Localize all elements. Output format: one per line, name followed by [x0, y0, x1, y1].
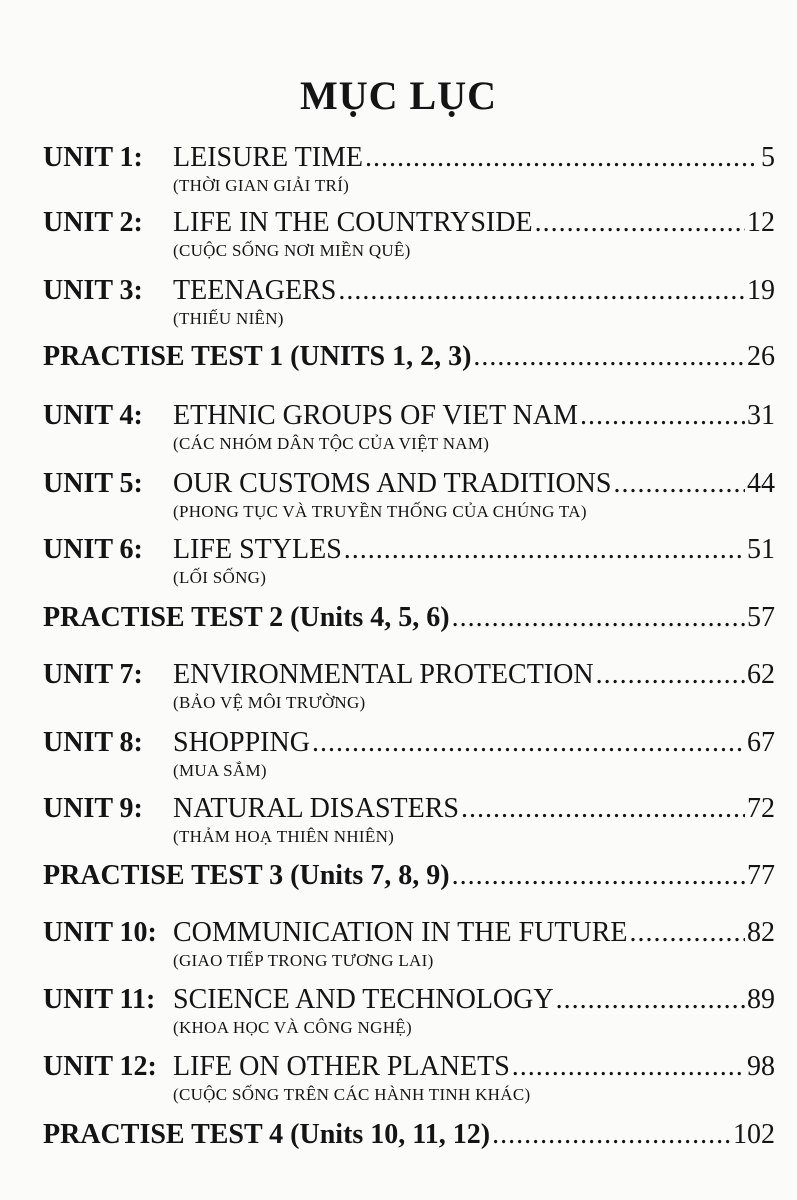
dot-leader: [452, 602, 745, 634]
dot-leader: [338, 275, 745, 307]
page-number: 72: [747, 793, 775, 824]
dot-leader: [312, 727, 745, 759]
unit-title: SCIENCE AND TECHNOLOGY: [173, 984, 554, 1015]
page-number: 89: [747, 984, 775, 1015]
page-number: 44: [747, 468, 775, 499]
dot-leader: [473, 341, 745, 373]
dot-leader: [344, 534, 745, 566]
unit-label: UNIT 5:: [43, 468, 143, 499]
toc-entry-unit-9: [43, 793, 775, 846]
dot-leader: [512, 1051, 745, 1083]
unit-title: COMMUNICATION IN THE FUTURE: [173, 917, 628, 948]
toc-entry-unit-5: [43, 468, 775, 521]
toc-entry-practise-test-4: [43, 1119, 775, 1151]
dot-leader: [556, 984, 745, 1016]
toc-entry-unit-12: [43, 1051, 775, 1104]
unit-title: ENVIRONMENTAL PROTECTION: [173, 659, 594, 690]
unit-subtitle: (CUỘC SỐNG NƠI MIỀN QUÊ): [173, 241, 411, 260]
dot-leader: [365, 142, 759, 174]
page-number: 57: [747, 602, 775, 633]
toc-entry-unit-3: [43, 275, 775, 328]
page-number: 98: [747, 1051, 775, 1082]
page-number: 31: [747, 400, 775, 431]
toc-entry-practise-test-3: [43, 860, 775, 892]
unit-label: UNIT 4:: [43, 400, 143, 431]
unit-title: TEENAGERS: [173, 275, 337, 306]
unit-subtitle: (GIAO TIẾP TRONG TƯƠNG LAI): [173, 951, 434, 970]
unit-subtitle: (KHOA HỌC VÀ CÔNG NGHỆ): [173, 1018, 412, 1037]
page-number: 12: [747, 207, 775, 238]
test-title: PRACTISE TEST 1 (UNITS 1, 2, 3): [43, 341, 472, 372]
unit-subtitle: (THIẾU NIÊN): [173, 309, 284, 328]
unit-title: OUR CUSTOMS AND TRADITIONS: [173, 468, 612, 499]
test-title: PRACTISE TEST 4 (Units 10, 11, 12): [43, 1119, 491, 1150]
toc-entry-unit-6: [43, 534, 775, 587]
unit-subtitle: (PHONG TỤC VÀ TRUYỀN THỐNG CỦA CHÚNG TA): [173, 502, 587, 521]
toc-entry-unit-10: [43, 917, 775, 970]
unit-subtitle: (THỜI GIAN GIẢI TRÍ): [173, 176, 350, 195]
unit-label: UNIT 11:: [43, 984, 156, 1015]
dot-leader: [596, 659, 745, 691]
unit-subtitle: (BẢO VỆ MÔI TRƯỜNG): [173, 693, 366, 712]
test-title: PRACTISE TEST 3 (Units 7, 8, 9): [43, 860, 450, 891]
unit-title: NATURAL DISASTERS: [173, 793, 459, 824]
unit-label: UNIT 2:: [43, 207, 143, 238]
page-number: 67: [747, 727, 775, 758]
toc-entry-practise-test-2: [43, 602, 775, 634]
toc-entry-unit-1: [43, 142, 775, 195]
toc-entry-practise-test-1: [43, 341, 775, 373]
unit-subtitle: (LỐI SỐNG): [173, 568, 267, 587]
unit-title: SHOPPING: [173, 727, 310, 758]
toc-entry-unit-8: [43, 727, 775, 780]
page-number: 82: [747, 917, 775, 948]
toc-entry-unit-11: [43, 984, 775, 1037]
unit-subtitle: (THẢM HOẠ THIÊN NHIÊN): [173, 827, 395, 846]
toc-entry-unit-7: [43, 659, 775, 712]
page-title: MỤC LỤC: [300, 73, 497, 118]
unit-subtitle: (MUA SẮM): [173, 761, 267, 780]
dot-leader: [580, 400, 745, 432]
unit-label: UNIT 10:: [43, 917, 157, 948]
toc-entry-unit-2: [43, 207, 775, 260]
page-number: 19: [747, 275, 775, 306]
unit-label: UNIT 6:: [43, 534, 143, 565]
unit-subtitle: (CÁC NHÓM DÂN TỘC CỦA VIỆT NAM): [173, 434, 490, 453]
unit-label: UNIT 3:: [43, 275, 143, 306]
page-number: 51: [747, 534, 775, 565]
page-number: 5: [761, 142, 775, 173]
unit-label: UNIT 7:: [43, 659, 143, 690]
unit-label: UNIT 1:: [43, 142, 143, 173]
dot-leader: [461, 793, 745, 825]
unit-subtitle: (CUỘC SỐNG TRÊN CÁC HÀNH TINH KHÁC): [173, 1085, 531, 1104]
dot-leader: [629, 917, 745, 949]
unit-title: ETHNIC GROUPS OF VIET NAM: [173, 400, 579, 431]
page-number: 77: [747, 860, 775, 891]
toc-entry-unit-4: [43, 400, 775, 453]
unit-label: UNIT 9:: [43, 793, 143, 824]
page-number: 102: [733, 1119, 775, 1150]
unit-title: LIFE IN THE COUNTRYSIDE: [173, 207, 533, 238]
unit-title: LIFE ON OTHER PLANETS: [173, 1051, 510, 1082]
dot-leader: [452, 860, 745, 892]
page-number: 62: [747, 659, 775, 690]
unit-label: UNIT 12:: [43, 1051, 157, 1082]
dot-leader: [535, 207, 745, 239]
page-number: 26: [747, 341, 775, 372]
dot-leader: [492, 1119, 731, 1151]
test-title: PRACTISE TEST 2 (Units 4, 5, 6): [43, 602, 450, 633]
unit-label: UNIT 8:: [43, 727, 143, 758]
dot-leader: [613, 468, 745, 500]
unit-title: LIFE STYLES: [173, 534, 342, 565]
unit-title: LEISURE TIME: [173, 142, 364, 173]
